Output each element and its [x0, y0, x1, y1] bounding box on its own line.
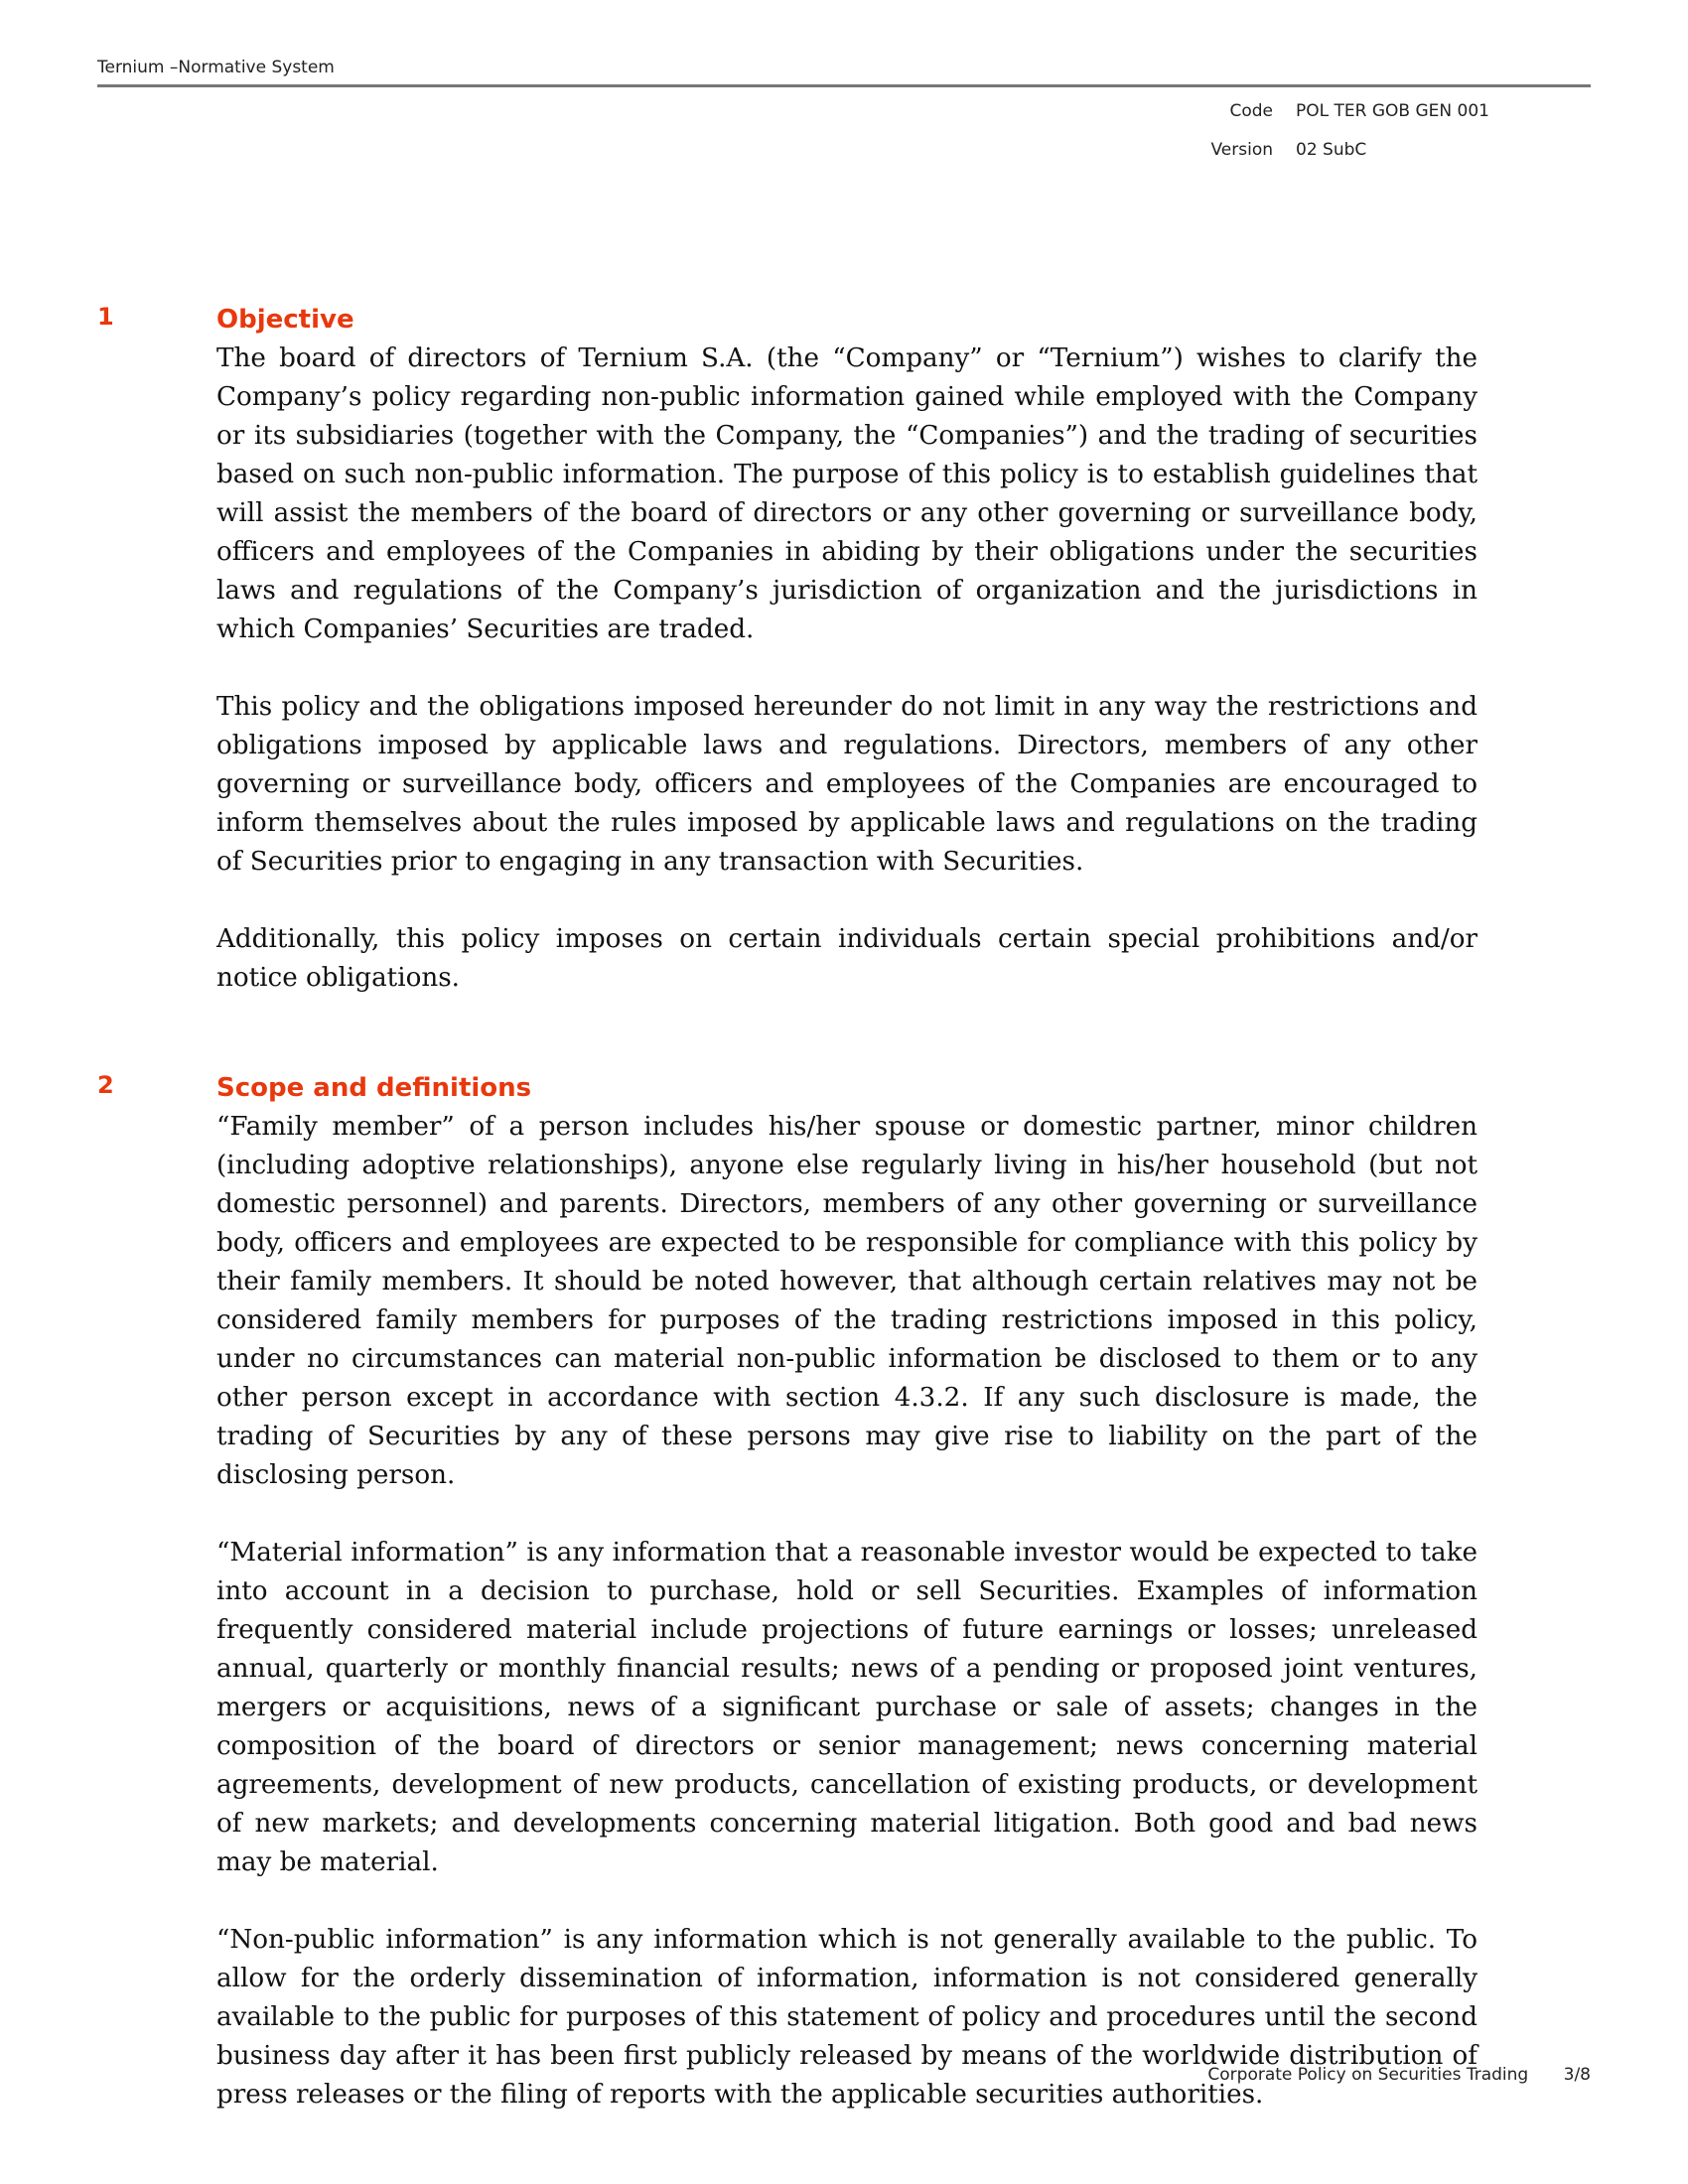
section-objective: [97, 301, 1479, 998]
code-row: [1187, 91, 1489, 130]
footer-document-title: Corporate Policy on Securities Trading: [1207, 2065, 1529, 2085]
page-footer: [1207, 2065, 1591, 2085]
section-scope-and-definitions: [97, 1069, 1479, 2115]
version-value: 02 SubC: [1296, 139, 1367, 160]
version-row: [1187, 130, 1489, 169]
section-heading: Objective: [216, 305, 354, 335]
paragraph: “Family member” of a person includes his/her spouse or domestic partner, minor children (including adoptive relationships), anyone else regularly living in his/her household (but not domestic personnel) and parents. Directors, members of any other governing or surveillance body, officers and employees are expected to be responsible for compliance with this policy by their family members. It should be noted however, that although certain relatives may not be considered family members for purposes of the trading restrictions imposed in this policy, under no circumstances can material non-public information be disclosed to them or to any other person except in accordance with section 4.3.2. If any such disclosure is made, the trading of Securities by any of these persons may give rise to liability on the part of the disclosing person.: [216, 1112, 1477, 1490]
code-label: Code: [1229, 100, 1273, 121]
code-value: POL TER GOB GEN 001: [1296, 100, 1489, 121]
page-number: 3/8: [1563, 2065, 1591, 2085]
paragraph: The board of directors of Ternium S.A. (the “Company” or “Ternium”) wishes to clarify the Company’s policy regarding non-public information gained while employed with the Company or its subsidiaries (together with the Company, the “Companies”) and the trading of securities based on such non-public information. The purpose of this policy is to establish guidelines that will assist the members of the board of directors or any other governing or surveillance body, officers and employees of the Companies in abiding by their obligations under the securities laws and regulations of the Company’s jurisdiction of organization and the jurisdictions in which Companies’ Securities are traded.: [216, 343, 1477, 644]
header-rule: [97, 84, 1591, 87]
section-number: 1: [97, 303, 114, 331]
document-meta: [1187, 91, 1489, 169]
paragraph: This policy and the obligations imposed hereunder do not limit in any way the restrictions and obligations imposed by applicable laws and regulations. Directors, members of any other governing or surveillance body, officers and employees of the Companies are encouraged to inform themselves about the rules imposed by applicable laws and regulations on the trading of Securities prior to engaging in any transaction with Securities.: [216, 692, 1477, 877]
version-label: Version: [1210, 139, 1273, 160]
paragraph: “Non-public information” is any information which is not generally available to the public. To allow for the orderly dissemination of information, information is not considered generally available to the public for purposes of this statement of policy and procedures until the second business day after it has been first publicly released by means of the worldwide distribution of press releases or the filing of reports with the applicable securities authorities.: [216, 1925, 1477, 2110]
header-title: Ternium –Normative System: [97, 58, 335, 77]
paragraph: “Material information” is any information that a reasonable investor would be expected to take into account in a decision to purchase, hold or sell Securities. Examples of information frequently considered material include projections of future earnings or losses; unreleased annual, quarterly or monthly financial results; news of a pending or proposed joint ventures, mergers or acquisitions, news of a significant purchase or sale of assets; changes in the composition of the board of directors or senior management; news concerning material agreements, development of new products, cancellation of existing products, or development of new markets; and developments concerning material litigation. Both good and bad news may be material.: [216, 1538, 1477, 1877]
section-heading: Scope and definitions: [216, 1073, 532, 1103]
paragraph: Additionally, this policy imposes on certain individuals certain special prohibitions and/or notice obligations.: [216, 924, 1477, 993]
section-number: 2: [97, 1071, 114, 1099]
